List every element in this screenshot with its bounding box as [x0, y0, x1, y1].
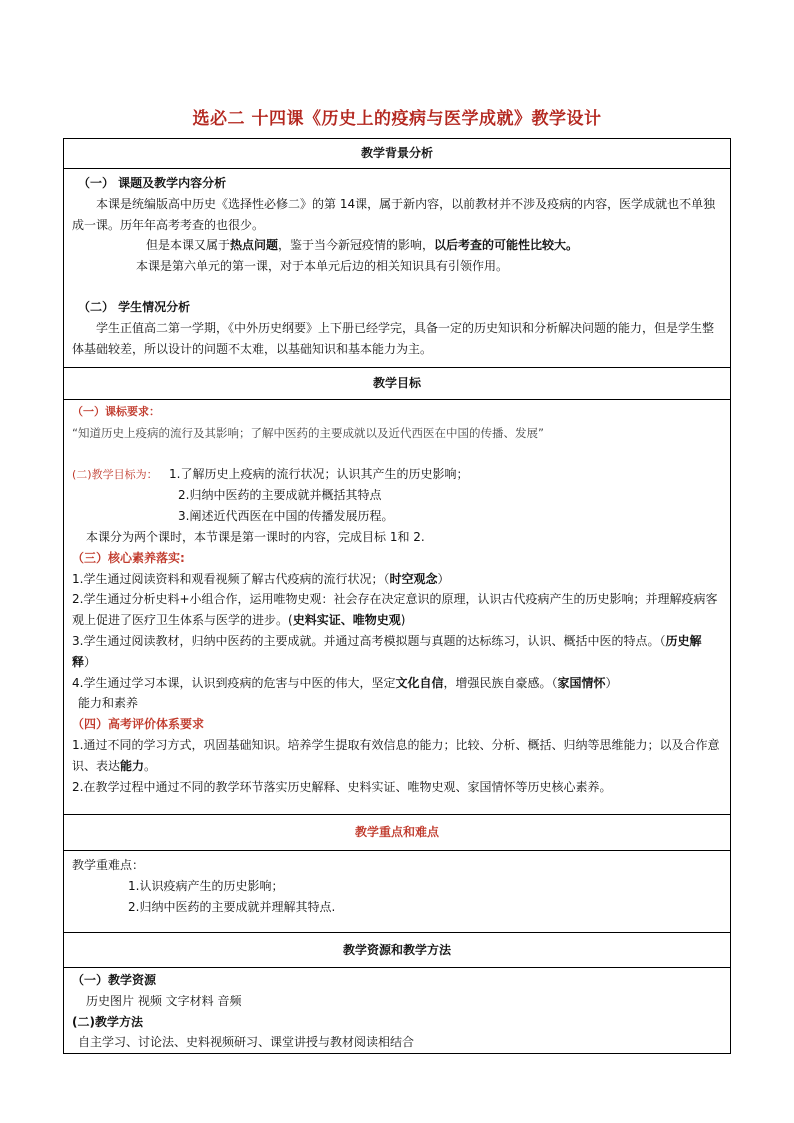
section-body-row	[64, 169, 731, 368]
goals-body	[64, 400, 731, 815]
resources-list: 历史图片 视频 文字材料 音频	[86, 993, 242, 1008]
key-points-label: 教学重难点：	[72, 858, 145, 872]
background-analysis-body	[64, 169, 731, 368]
key-point-2: 2.归纳中医药的主要成就并理解其特点.	[128, 899, 336, 914]
core-item-2: 2.学生通过分析史料+小组合作，运用唯物史观：社会存在决定意识的原理，认识古代疫病产生的历史影响；并理解疫病客观上促进了医疗卫生体系与医学的进步。(史料实证、唯物史观)	[72, 592, 718, 628]
section-header-row	[64, 139, 731, 169]
core-item-1: 1.学生通过阅读资料和观看视频了解古代疫病的流行状况；（时空观念）	[72, 571, 450, 586]
resources-body	[64, 968, 731, 1054]
key-points-body	[64, 851, 731, 933]
subheading-core-literacy: （三）核心素养落实:	[72, 550, 185, 565]
core-item-4: 4.学生通过学习本课，认识到疫病的危害与中医的伟大，坚定文化自信，增强民族自豪感。（家国情怀）	[72, 675, 618, 690]
paragraph-unit: 本课是第六单元的第一课，对于本单元后边的相关知识具有引领作用。	[136, 259, 509, 274]
goal-line-1: (二)教学目标为： 1.了解历史上疫病的流行状况；认识其产生的历史影响；	[72, 466, 469, 481]
paragraph-students: 学生正值高二第一学期，《中外历史纲要》上下册已经学完，具备一定的历史知识和分析解决问题的能力，但是学生整体基础较差，所以设计的问题不太难，以基础知识和基本能力为主。	[72, 320, 715, 356]
key-point-1: 1.认识疫病产生的历史影响；	[128, 878, 284, 893]
exam-item-2: 2.在教学过程中通过不同的教学环节落实历史解释、史料实证、唯物史观、家国情怀等历史核心素养。	[72, 779, 612, 794]
section-header-background: 教学背景分析	[64, 139, 731, 169]
paragraph-hotspot: 但是本课又属于热点问题，鉴于当今新冠疫情的影响，以后考查的可能性比较大。	[146, 238, 579, 253]
paragraph-topic: 本课是统编版高中历史《选择性必修二》的第 14课，属于新内容，以前教材并不涉及疫病的内容，医学成就也不单独成一课。历年年高考考查的也很少。	[72, 196, 716, 232]
goal-line-3: 3.阐述近代西医在中国的传播发展历程。	[178, 509, 394, 524]
lesson-plan-table	[63, 138, 731, 1054]
subheading-standard: （一）课标要求：	[72, 405, 160, 418]
subheading-methods: (二)教学方法	[72, 1014, 143, 1029]
section-header-goals: 教学目标	[64, 368, 731, 400]
document-title: 选必二 十四课《历史上的疫病与医学成就》教学设计	[192, 109, 602, 129]
subheading-resources: （一）教学资源	[72, 973, 157, 987]
section-header-resources: 教学资源和教学方法	[64, 933, 731, 968]
exam-item-1: 1.通过不同的学习方式，巩固基础知识。培养学生提取有效信息的能力；比较、分析、概括、归纳等思维能力；以及合作意识、表达能力。	[72, 737, 720, 773]
standard-quote: “知道历史上疫病的流行及其影响；了解中医药的主要成就以及近代西医在中国的传播、发展”	[72, 425, 544, 440]
subheading-topic-analysis: （一） 课题及教学内容分析	[78, 176, 227, 190]
methods-text: 自主学习、讨论法、史料视频研习、课堂讲授与教材阅读相结合	[78, 1035, 415, 1050]
goal-line-2: 2.归纳中医药的主要成就并概括其特点	[178, 488, 382, 503]
core-item-3: 3.学生通过阅读教材，归纳中医药的主要成就。并通过高考模拟题与真题的达标练习，认识、概括中医的特点。（历史解释）	[72, 633, 702, 669]
subheading-student-analysis: （二） 学生情况分析	[78, 299, 191, 314]
section-header-key-points: 教学重点和难点	[64, 815, 731, 851]
subheading-exam-system: （四）高考评价体系要求	[72, 717, 205, 732]
goal-note: 本课分为两个课时，本节课是第一课时的内容，完成目标 1和 2.	[86, 529, 425, 544]
core-item-4-tail: 能力和素养	[78, 696, 139, 711]
